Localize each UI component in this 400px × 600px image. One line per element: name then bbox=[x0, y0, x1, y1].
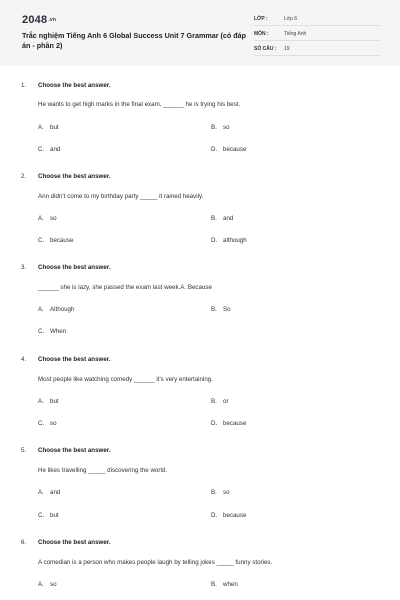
option-c[interactable]: C. because bbox=[38, 237, 74, 244]
question-text: He wants to get high marks in the final exam, ______ he is trying his best. bbox=[38, 101, 241, 108]
question-text: A comedian is a person who makes people laugh by telling jokes _____ funny stories. bbox=[38, 559, 273, 566]
question-number: 5. bbox=[21, 447, 27, 454]
question-title: Choose the best answer. bbox=[38, 173, 111, 180]
meta-subject-row bbox=[254, 31, 380, 41]
question-number: 6. bbox=[21, 539, 27, 546]
option-b[interactable]: B. and bbox=[211, 215, 234, 222]
meta-count-value: 19 bbox=[284, 46, 290, 52]
option-b[interactable]: B. when bbox=[211, 581, 238, 588]
logo-text: 2048 bbox=[22, 14, 48, 26]
option-c[interactable]: C. When bbox=[38, 328, 67, 335]
question-title: Choose the best answer. bbox=[38, 264, 111, 271]
question-title: Choose the best answer. bbox=[38, 539, 111, 546]
meta-class-row bbox=[254, 16, 380, 26]
question-number: 4. bbox=[21, 356, 27, 363]
page-title: Trắc nghiệm Tiếng Anh 6 Global Success Unit 7 Grammar (có đáp án - phần 2) bbox=[22, 31, 247, 50]
meta-count-row bbox=[254, 46, 380, 56]
meta-subject-value: Tiếng Anh bbox=[284, 31, 307, 37]
question-text: Ann didn’t come to my birthday party _____ it rained heavily. bbox=[38, 193, 204, 200]
page-header bbox=[0, 0, 400, 66]
option-c[interactable]: C. so bbox=[38, 420, 57, 427]
option-b[interactable]: B. so bbox=[211, 124, 230, 131]
option-d[interactable]: D. because bbox=[211, 512, 247, 519]
meta-class-label: LỚP : bbox=[254, 16, 268, 22]
option-c[interactable]: C. and bbox=[38, 146, 61, 153]
question-text: Most people like watching comedy ______ it’s very entertaining. bbox=[38, 376, 213, 383]
option-d[interactable]: D. because bbox=[211, 146, 247, 153]
option-b[interactable]: B. So bbox=[211, 306, 231, 313]
question-title: Choose the best answer. bbox=[38, 356, 111, 363]
meta-count-label: SỐ CÂU : bbox=[254, 46, 277, 52]
option-a[interactable]: A. so bbox=[38, 215, 57, 222]
option-d[interactable]: D. because bbox=[211, 420, 247, 427]
option-a[interactable]: A. but bbox=[38, 124, 59, 131]
logo-tld: .vn bbox=[48, 17, 57, 24]
option-c[interactable]: C. but bbox=[38, 512, 59, 519]
option-a[interactable]: A. and bbox=[38, 489, 61, 496]
question-number: 1. bbox=[21, 82, 27, 89]
option-a[interactable]: A. but bbox=[38, 398, 59, 405]
meta-class-value: Lớp 6 bbox=[284, 16, 298, 22]
option-b[interactable]: B. so bbox=[211, 489, 230, 496]
question-title: Choose the best answer. bbox=[38, 447, 111, 454]
option-a[interactable]: A. so bbox=[38, 581, 57, 588]
site-logo[interactable] bbox=[22, 14, 56, 26]
question-text: He likes travelling _____ discovering the world. bbox=[38, 467, 167, 474]
question-text: ______ she is lazy, she passed the exam last week.A. Because bbox=[38, 284, 212, 291]
question-number: 2. bbox=[21, 173, 27, 180]
question-title: Choose the best answer. bbox=[38, 82, 111, 89]
meta-subject-label: MÔN : bbox=[254, 31, 269, 37]
question-number: 3. bbox=[21, 264, 27, 271]
option-a[interactable]: A. Although bbox=[38, 306, 75, 313]
option-b[interactable]: B. or bbox=[211, 398, 229, 405]
option-d[interactable]: D. although bbox=[211, 237, 247, 244]
